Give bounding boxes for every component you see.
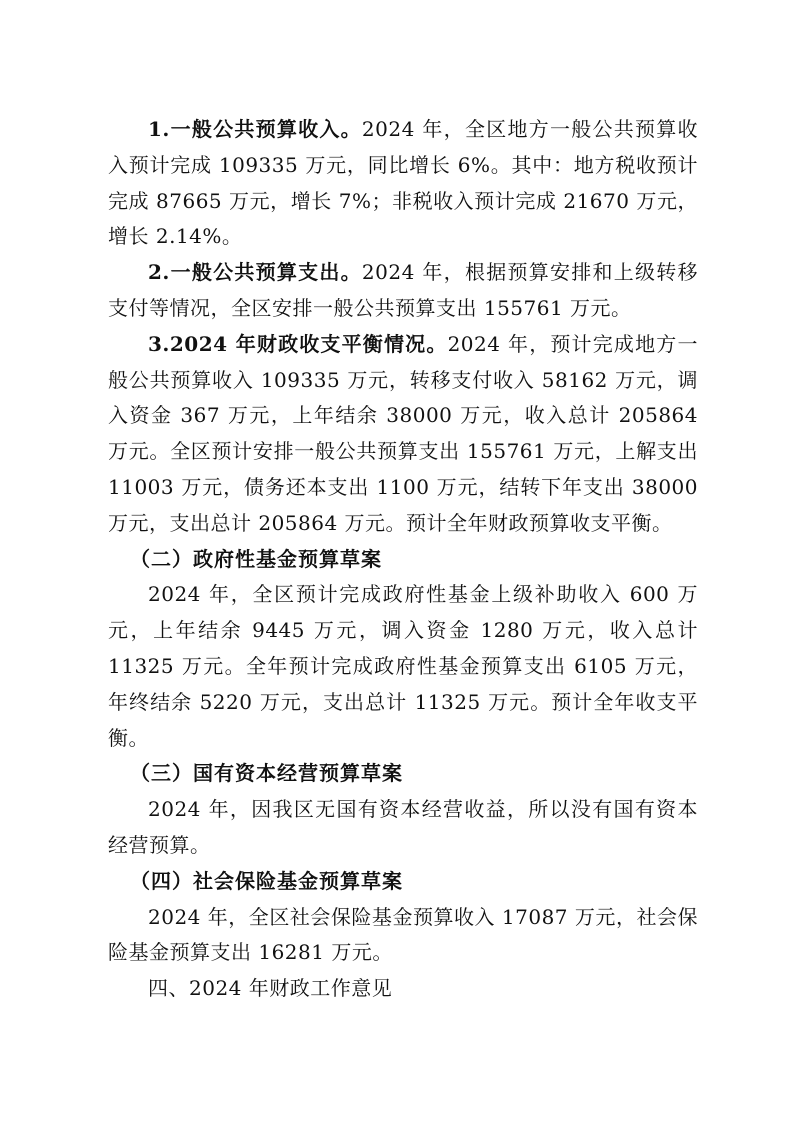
heading-social-insurance-budget: （四）社会保险基金预算草案 <box>130 868 403 893</box>
paragraph-lead: 2.一般公共预算支出。 <box>148 260 362 285</box>
section-title-fiscal-work-opinions: 四、2024 年财政工作意见 <box>148 976 393 1001</box>
paragraph-state-capital-budget: 2024 年，因我区无国有资本经营收益，所以没有国有资本经营预算。 <box>108 797 698 857</box>
paragraph-general-budget-revenue <box>108 112 698 255</box>
paragraph-general-budget-expenditure <box>108 255 698 327</box>
paragraph-lead: 1.一般公共预算收入。 <box>148 117 362 141</box>
paragraph-government-fund-budget: 2024 年，全区预计完成政府性基金上级补助收入 600 万元，上年结余 9445 万元，调入资金 1280 万元，收入总计 11325 万元。全年预计完成政府性基金预算支出 6105 万元，年终结余 5220 万元，支出总计 11325 万元。预计全年收支平衡。 <box>108 582 698 750</box>
paragraph-social-insurance-budget: 2024 年，全区社会保险基金预算收入 17087 万元，社会保险基金预算支出 16281 万元。 <box>108 904 698 965</box>
paragraph-fiscal-balance <box>108 327 698 542</box>
paragraph-text: 2024 年，根据预算安排和上级转移支付等情况，全区安排一般公共预算支出 155761 万元。 <box>108 260 698 320</box>
heading-state-capital-budget: （三）国有资本经营预算草案 <box>130 761 403 786</box>
heading-government-fund-budget: （二）政府性基金预算草案 <box>130 546 382 571</box>
paragraph-text: 2024 年，全区地方一般公共预算收入预计完成 109335 万元，同比增长 6%。其中：地方税收预计完成 87665 万元，增长 7%；非税收入预计完成 21670 万元，增长 2.14%。 <box>108 117 698 249</box>
document-body <box>108 112 698 1007</box>
paragraph-text: 2024 年，预计完成地方一般公共预算收入 109335 万元，转移支付收入 58162 万元，调入资金 367 万元，上年结余 38000 万元，收入总计 205864 万元。全区预计安排一般公共预算支出 155761 万元，上解支出 11003 万元，债务还本支出 1100 万元，结转下年支出 38000 万元，支出总计 205864 万元。预计全年财政预算收支平衡。 <box>108 331 698 535</box>
paragraph-lead: 3.2024 年财政收支平衡情况。 <box>148 331 448 356</box>
